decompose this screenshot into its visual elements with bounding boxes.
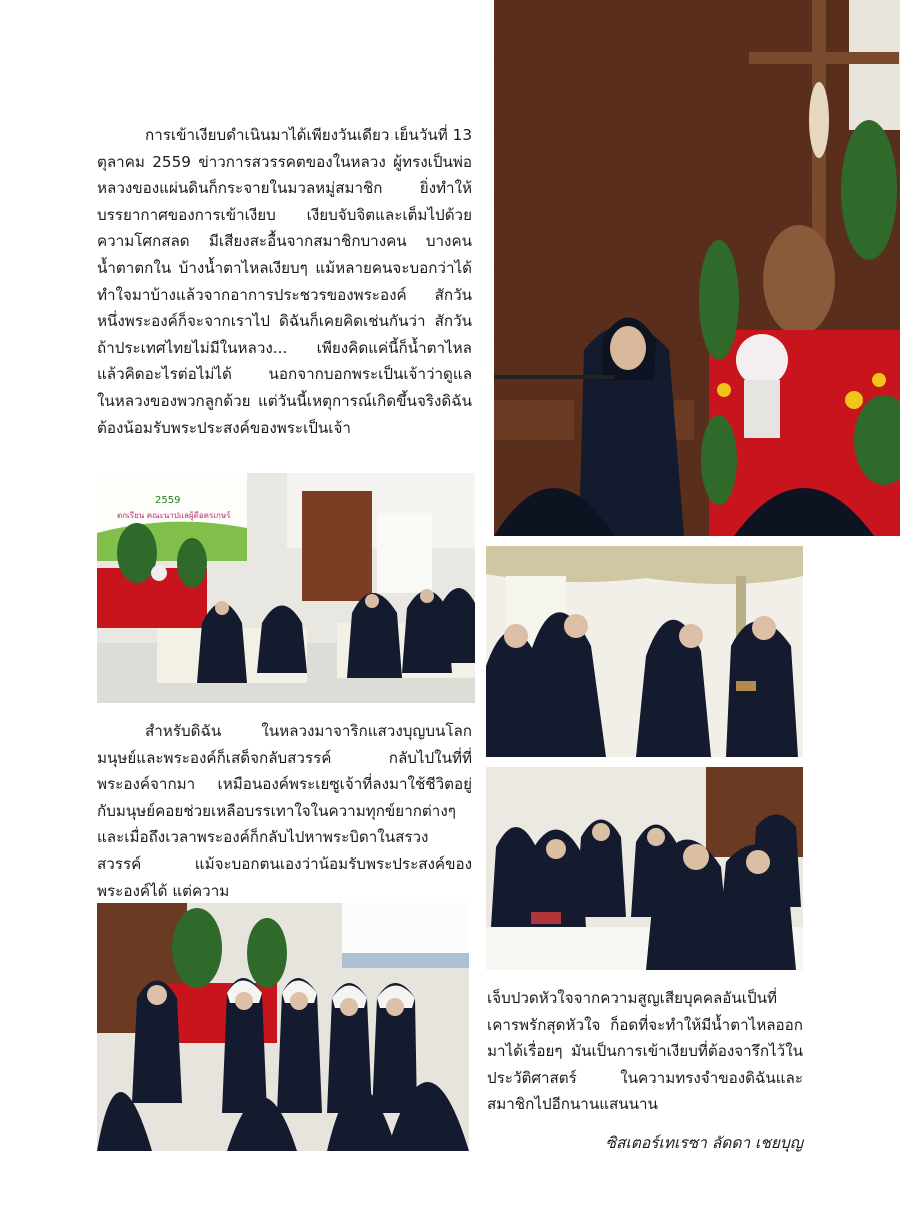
article-paragraph-1 [97,122,472,441]
screen-text-2: ตกเรียน คณะนาปแลผู้ดีอครเกษร์ [117,511,231,520]
screen-text-1: 2559 [155,495,181,506]
paragraph-3-text: เจ็บปวดหัวใจจากความสูญเสียบุคคลอันเป็นที่เคารพรักสุดหัวใจ ก็อดที่จะทำให้มีน้ำตาไหลออกมาได้เรื่อยๆ มันเป็นการเข้าเงียบที่ต้องจารึกไว้ในประวัติศาสตร์ ในความทรงจำของดิฉันและสมาชิกไปอีกนานแสนนาน [487,989,803,1114]
article-paragraph-3 [487,985,803,1118]
article-paragraph-2 [97,718,472,904]
photo-retreat-hall [97,473,475,703]
paragraph-2-text: สำหรับดิฉัน ในหลวงมาจาริกแสวงบุญบนโลกมนุษย์และพระองค์ก็เสด็จกลับสวรรค์ กลับไปในที่ที่พระองค์จากมา เหมือนองค์พระเยซูเจ้าที่ลงมาใช้ชีวิตอยู่กับมนุษย์คอยช่วยเหลือบรรเทาใจในความทุกข์ยากต่างๆ และเมื่อถึงเวลาพระองค์ก็กลับไปหาพระบิดาในสรวงสวรรค์ แม้จะบอกตนเองว่าน้อมรับพระประสงค์ของพระองค์ได้ แต่ความ [97,722,472,900]
photo-nun-speaking-lectern [494,0,900,536]
paragraph-1-text: การเข้าเงียบดำเนินมาได้เพียงวันเดียว เย็นวันที่ 13 ตุลาคม 2559 ข่าวการสวรรคตของในหลวง ผู้ทรงเป็นพ่อหลวงของแผ่นดินก็กระจายในมวลหมู่สมาชิก ยิ่งทำให้บรรยากาศของการเข้าเงียบ เงียบจับจิตและเต็มไปด้วยความโศกสลด มีเสียงสะอื้นจากสมาชิกบางคน บางคนน้ำตาตกใน บ้างน้ำตาไหลเงียบๆ แม้หลายคนจะบอกว่าได้ทำใจมาบ้างแล้วจากอาการประชวรของพระองค์ สักวันหนึ่งพระองค์ก็จะจากเราไป ดิฉันก็เคยคิดเช่นกันว่า สักวันถ้าประเทศไทยไม่มีในหลวง... เพียงคิดแค่นี้ก็น้ำตาไหลแล้วคิดอะไรต่อไม่ได้ นอกจากบอกพระเป็นเจ้าว่าดูแลในหลวงของพวกลูกด้วย แต่วันนี้เหตุการณ์เกิดขึ้นจริงดิฉันต้องน้อมรับพระประสงค์ของพระเป็นเจ้า [97,126,472,437]
photo-nun-addressing-group [97,903,469,1151]
author-signature: ซิสเตอร์เทเรซา ลัดดา เชยบุญ [605,1134,803,1152]
photo-nuns-seated [486,767,803,970]
photo-nuns-ceremony [486,546,803,757]
